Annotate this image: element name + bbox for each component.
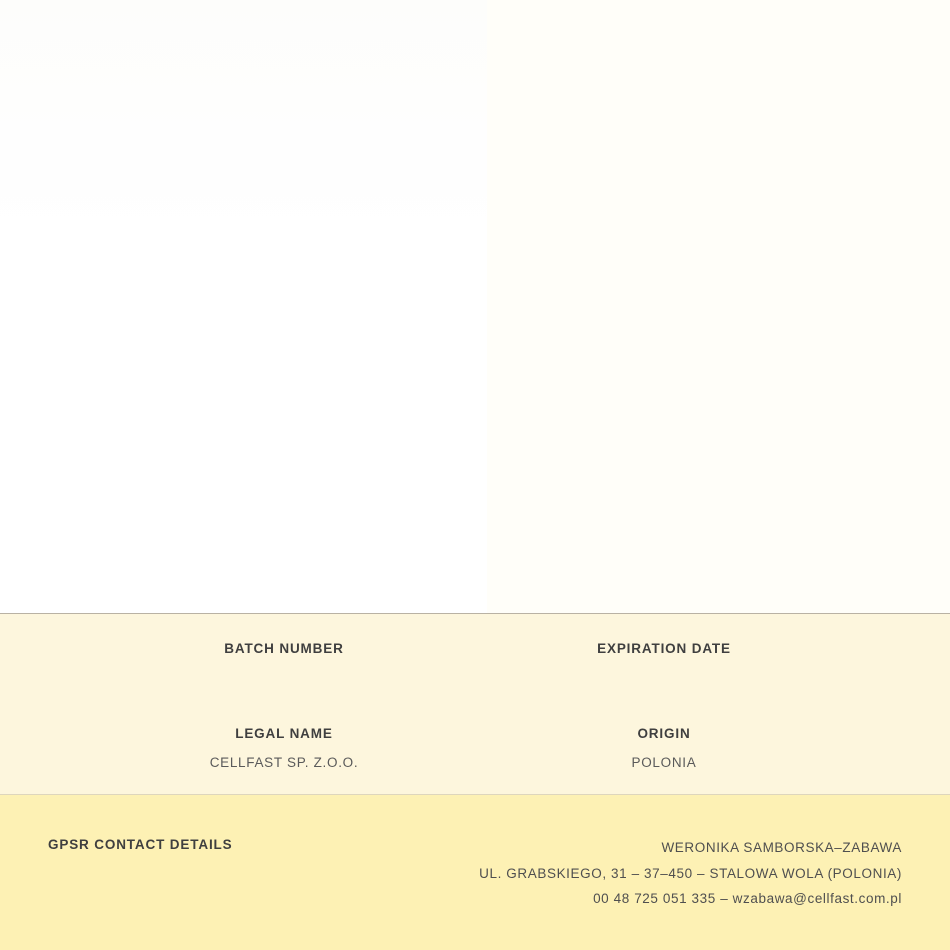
origin-value-wrap [474,755,854,770]
origin-label: ORIGIN [637,726,691,741]
batch-number-label: BATCH NUMBER [224,641,344,656]
field-expiration-date [474,641,854,656]
image-placeholder-secondary [487,0,950,614]
legal-name-value: CELLFAST SP. Z.O.O. [209,755,359,770]
gpsr-band [0,795,950,950]
image-placeholder-tertiary [0,244,487,614]
expiration-date-label: EXPIRATION DATE [597,641,731,656]
gpsr-contact-name: WERONIKA SAMBORSKA–ZABAWA [661,840,902,855]
legal-name-label: LEGAL NAME [235,726,333,741]
origin-label-wrap [474,726,854,741]
field-batch-number [94,641,474,656]
gpsr-contact-block [479,835,902,912]
image-placeholder-primary [0,0,487,244]
gpsr-title: GPSR CONTACT DETAILS [48,837,233,852]
specs-band [0,614,950,794]
legal-name-value-wrap [94,755,474,770]
gpsr-address: UL. GRABSKIEGO, 31 – 37–450 – STALOWA WOLA (POLONIA) [479,865,902,881]
gpsr-phone-email: 00 48 725 051 335 – wzabawa@cellfast.com.pl [593,891,902,906]
legal-name-label-wrap [94,726,474,741]
origin-value: POLONIA [631,755,697,770]
